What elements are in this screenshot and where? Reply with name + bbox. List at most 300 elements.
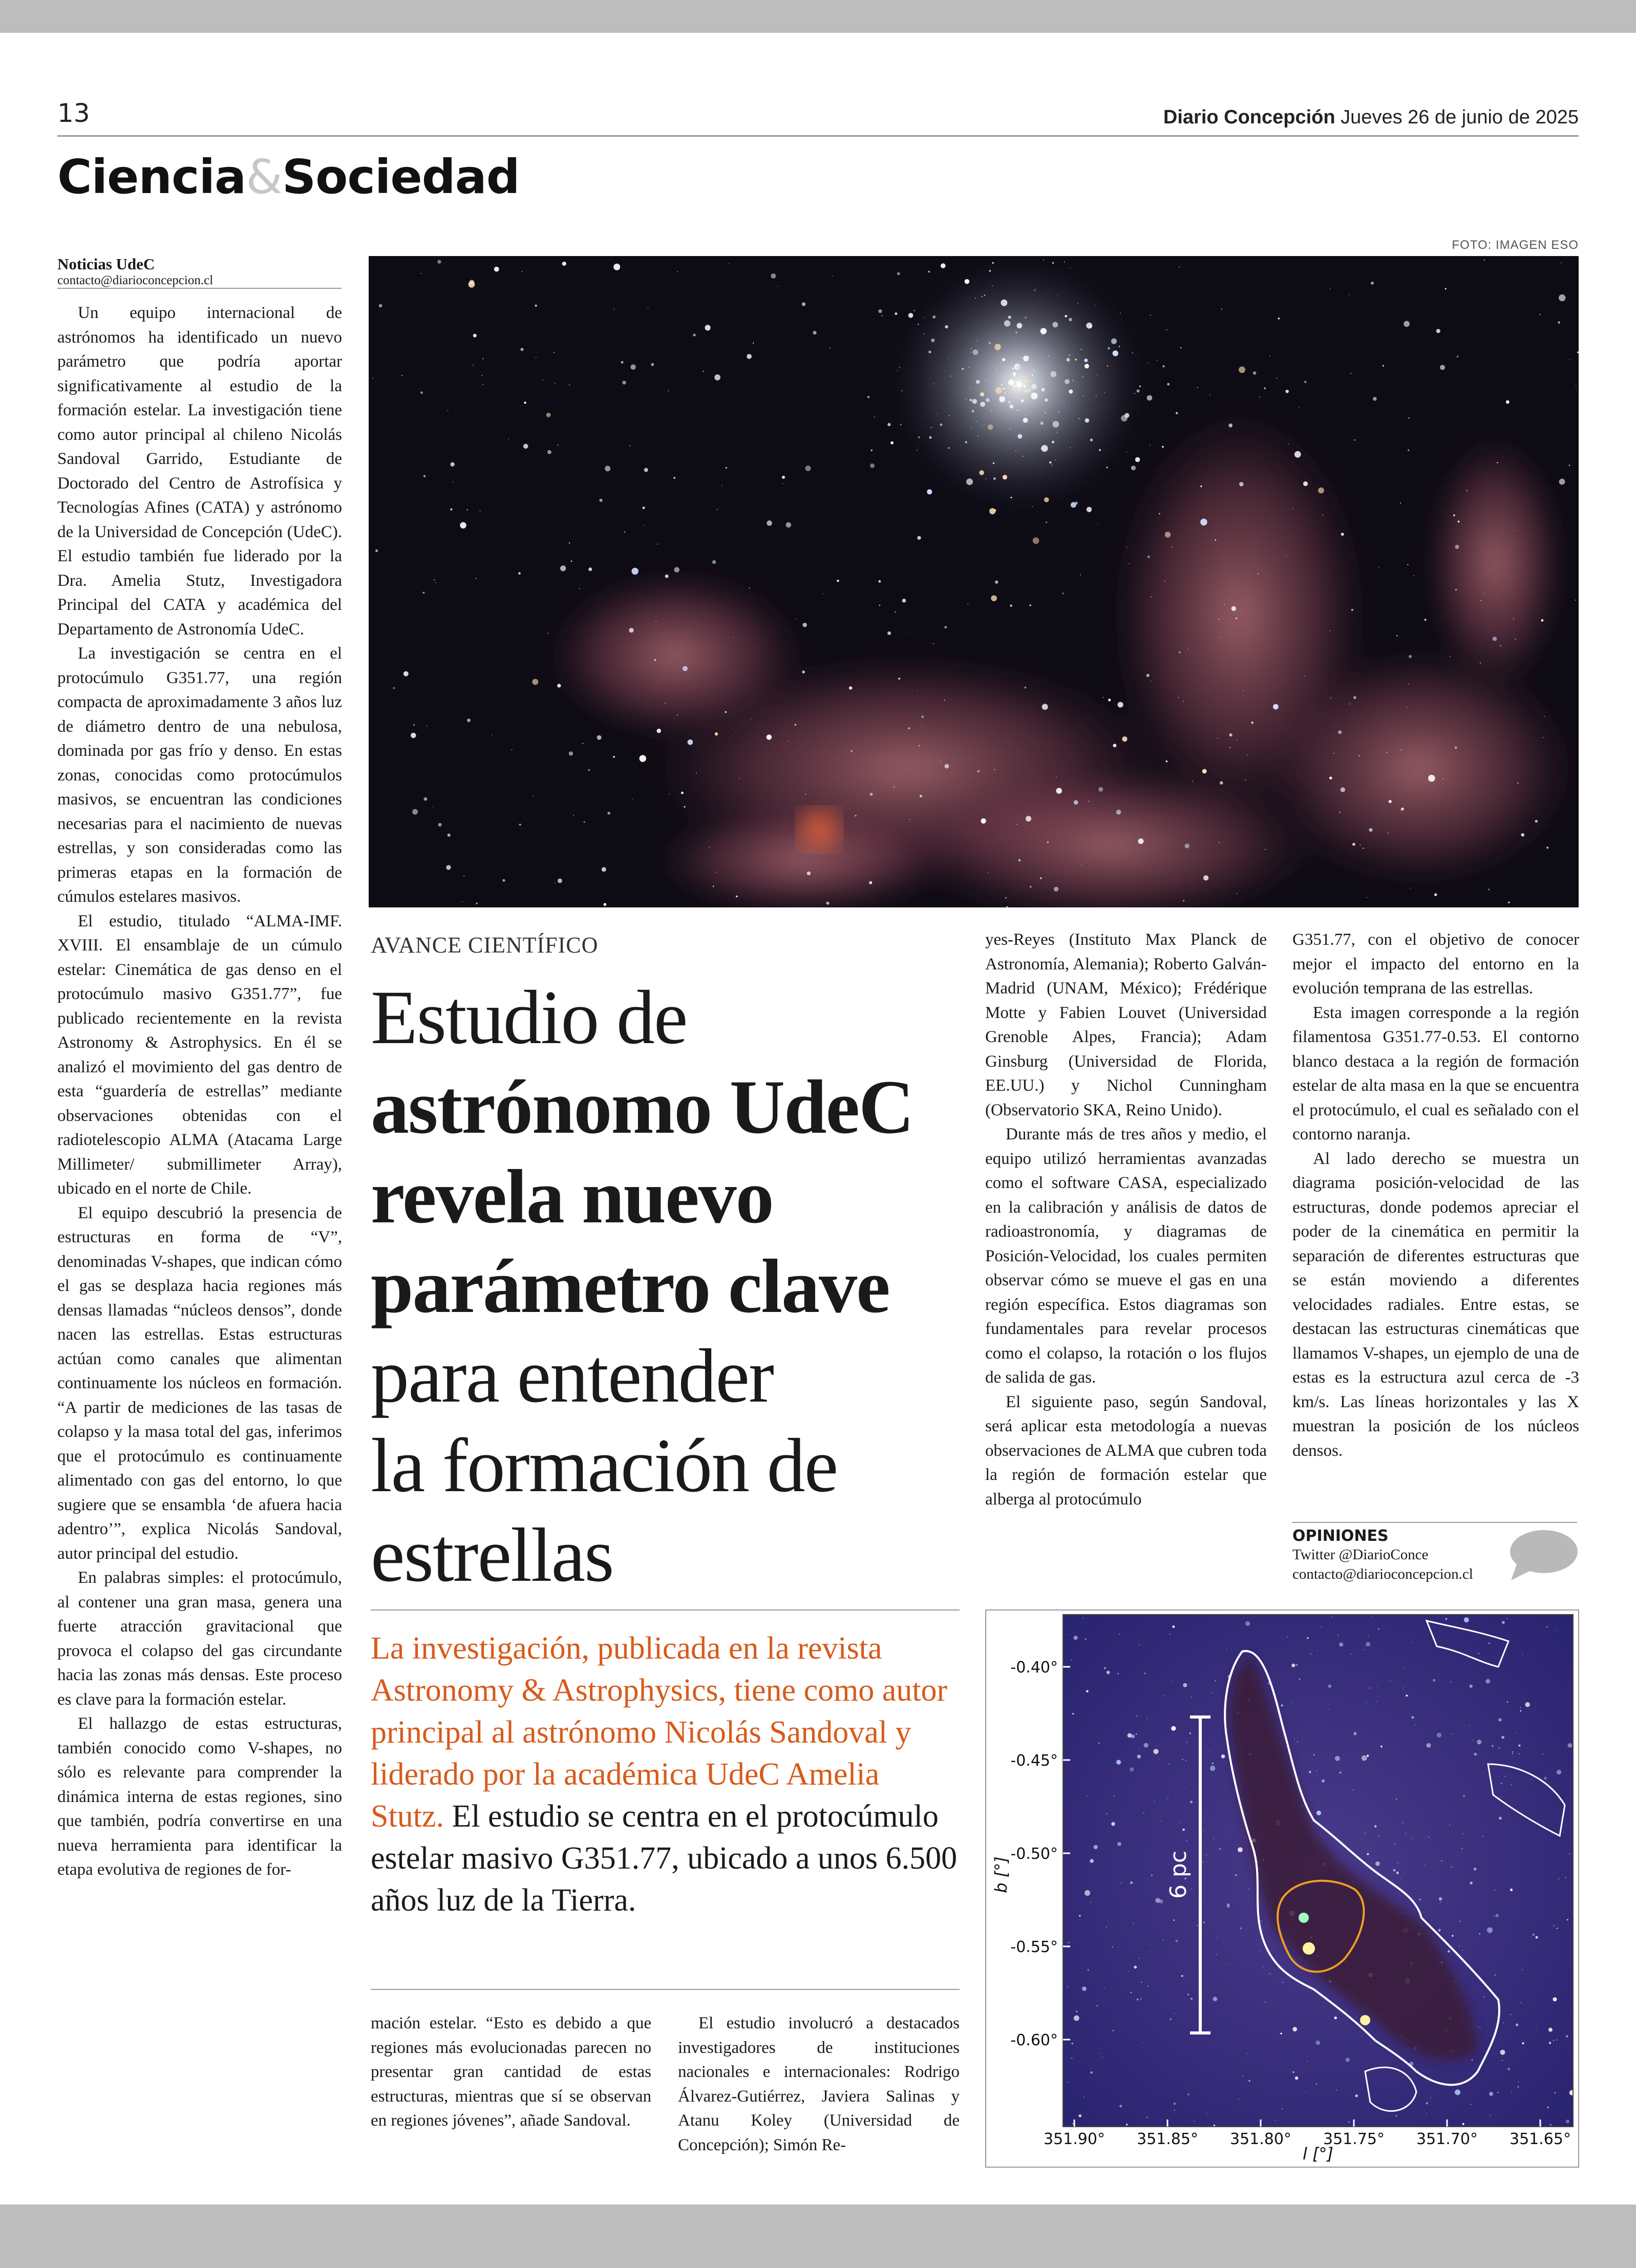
star [1020,386,1021,387]
star [1575,600,1576,601]
star [571,561,572,562]
star [502,879,505,882]
star [1512,1753,1513,1754]
star [1263,1966,1264,1967]
star [1522,2042,1524,2044]
star [1130,1767,1134,1771]
star [1419,1899,1421,1900]
star [1004,377,1005,378]
star [573,815,574,816]
star [1008,401,1010,403]
star [1374,1825,1376,1827]
star [1186,1742,1187,1743]
star [1452,1935,1453,1937]
star [1185,843,1189,848]
star [555,383,556,384]
star [705,325,711,330]
star [991,595,997,601]
star [802,671,804,673]
star [1567,1919,1568,1920]
star [767,734,772,739]
star [1063,592,1064,594]
paragraph: El estudio involucró a destacados investigadores de instituciones nacionales e internacionales: Rodrigo Álvarez-Gutiérrez, Javiera Salinas y Atanu Koley (Universidad de Concepción); Simón Re- [678,2014,960,2154]
opiniones-email[interactable]: contacto@diarioconcepcion.cl [1292,1566,1473,1582]
star [1489,1643,1490,1644]
star [629,628,633,632]
star [995,581,998,584]
star [1277,378,1278,379]
star [1113,744,1117,748]
star [1113,2030,1114,2031]
star [1397,1781,1398,1782]
star [1328,1685,1331,1688]
x-tick-label: 351.70° [1416,2130,1478,2148]
lead-rest: El estudio se centra en el protocúmulo estelar masivo G351.77, ubicado a unos 6.500 años luz de la Tierra. [371,1799,958,1918]
star [1335,1756,1340,1761]
star [1366,1642,1370,1646]
star [427,726,428,727]
paragraph: Durante más de tres años y medio, el equipo utilizó herramientas avanzadas como el software CASA, especializado en la calibración y análisis de datos de radioastronomía, y diagramas de Posición-Velocidad, los cuales permiten observar cómo se mueve el gas en una región específica. Estos diagramas son fundamentales para revelar procesos como el colapso, la rotación o los flujos de salida de gas. [985,1125,1267,1387]
star [1470,1881,1472,1884]
star [555,882,556,883]
star [1474,1868,1477,1871]
star [1484,593,1485,594]
scale-label: 6 pc [1165,1850,1192,1899]
star [1017,383,1018,384]
star [434,579,435,580]
star [453,481,454,482]
star [1191,1697,1192,1698]
star [1083,395,1084,396]
star [1353,1789,1354,1790]
star [1209,394,1210,395]
star [1008,396,1009,397]
star [1096,395,1097,396]
star [1425,1864,1426,1865]
star [1117,1673,1119,1674]
star [1071,1660,1072,1661]
top-gray-band [0,0,1636,33]
star [1282,1982,1283,1983]
star [1044,388,1045,389]
section-title-part1: Ciencia [57,150,246,204]
star [1400,1878,1401,1879]
star [1519,2050,1520,2051]
star [1043,260,1044,261]
star [1441,1860,1442,1861]
star [1185,1760,1186,1761]
star [949,415,950,416]
star [1049,461,1052,464]
star [1389,800,1392,803]
star [372,378,373,379]
star [1485,1679,1490,1684]
star [1470,2104,1471,2105]
star [1226,1963,1227,1964]
star [874,416,875,417]
star [684,806,686,808]
star [1041,445,1048,452]
star [1521,2002,1522,2003]
star [1052,262,1054,264]
star [1098,2052,1099,2053]
paragraph: Al lado derecho se muestra un diagrama posición-velocidad de las estructuras, donde podemos apreciar el poder de la cinemática en permitir la separación de diferentes estructuras que se están moviendo a diferentes velocidades radiales. Entre estas, se destacan las estructuras cinemáticas que llamamos V-shapes, un ejemplo de una de estas es la estructura azul cerca de -3 km/s. Las líneas horizontales y las X muestran la posición de los núcleos densos. [1292,1149,1579,1460]
star [832,275,833,276]
star [1557,1629,1558,1630]
star [1371,282,1374,285]
star [917,536,921,540]
star [1502,1621,1505,1624]
star [1056,432,1057,433]
star [1164,581,1165,582]
star [1287,1637,1288,1638]
opiniones-twitter[interactable]: Twitter @DiarioConce [1292,1546,1429,1563]
star [1553,1997,1557,2001]
star [1008,315,1011,319]
star [1128,1972,1129,1973]
star [547,633,548,634]
star [982,296,983,297]
star [1497,2017,1498,2018]
star [1497,2092,1499,2093]
star [992,285,993,286]
section-title-part2: Sociedad [282,150,520,204]
star [512,749,513,750]
star [878,580,881,583]
paragraph: Esta imagen corresponde a la región filamentosa G351.77-0.53. El contorno blanco destaca a la región de formación estelar de alta masa en la que se encuentra el protocúmulo, el cual es señalado con el contorno naranja. [1292,1003,1579,1143]
star [1455,2089,1460,2095]
star [1149,1951,1150,1952]
star [1495,1975,1496,1976]
star [1238,2099,1239,2100]
star [1214,2125,1215,2126]
star [970,387,971,388]
star [989,270,991,272]
star [1497,462,1498,463]
star [972,399,977,404]
star [1316,1770,1318,1771]
page-number: 13 [57,98,90,128]
star [1506,400,1510,404]
star [1033,370,1034,371]
core-marker [1360,2015,1370,2025]
star [1349,294,1350,295]
star [1400,502,1401,503]
star [1500,645,1501,647]
star [1054,887,1058,892]
star [447,410,448,411]
star [1459,1946,1460,1947]
star [1056,776,1057,777]
star [1127,547,1128,548]
star [1243,690,1244,691]
star [1462,1950,1463,1951]
star [630,364,636,370]
star [673,477,675,479]
star [681,792,684,794]
star [482,384,483,385]
x-tick-label: 351.90° [1044,2130,1105,2148]
star [1163,365,1165,367]
star [1566,2119,1569,2123]
star [1288,443,1289,444]
star [1107,1671,1110,1674]
star [569,751,573,755]
star [1321,1626,1322,1627]
star [1517,782,1518,783]
star [1021,378,1022,379]
star [665,575,669,578]
star [1050,371,1056,377]
star [1007,370,1008,371]
star [1103,697,1104,698]
star [1265,2002,1266,2003]
star [1415,1725,1416,1726]
star [438,823,442,826]
star [1557,1770,1561,1774]
star [1519,1753,1520,1754]
star [994,769,995,770]
star [1135,457,1140,462]
star [1150,315,1151,316]
star [588,769,590,771]
star [1071,2043,1073,2045]
star [1286,555,1287,556]
star [917,691,918,692]
star [597,735,602,740]
star [1282,2108,1283,2109]
star [908,313,913,318]
star [1052,441,1054,443]
star [1028,356,1029,357]
star [870,793,873,796]
star [1203,1922,1205,1923]
star [1148,556,1150,558]
star [1098,1743,1099,1744]
star [1396,635,1398,637]
star [450,462,454,467]
star [1508,901,1510,903]
star [1540,314,1541,315]
star [1151,596,1152,597]
star [1426,2113,1427,2114]
star [725,711,727,713]
star [1362,1755,1367,1761]
paragraph: En palabras simples: el protocúmulo, al contener una gran masa, genera una fuerte atracción gravitacional que provoca el colapso del gas circundante hacia las zonas más densas. Este proceso es clave para la formación estelar. [57,1568,342,1709]
star [1129,563,1130,564]
star [1557,1928,1558,1929]
star [1438,1929,1440,1932]
star [588,567,592,571]
star [1015,382,1016,383]
star [1086,323,1092,329]
star [901,390,902,391]
star [1353,1732,1356,1735]
star [803,623,807,627]
star [1488,889,1490,891]
star [1333,753,1334,754]
star [1494,1890,1495,1891]
star [1213,1838,1214,1839]
star [1139,1748,1140,1749]
star [1101,2057,1102,2058]
star [917,450,918,451]
star [1087,1796,1088,1797]
star [736,896,738,898]
star [1137,1999,1139,2001]
star [412,809,418,815]
star [712,560,716,564]
star [1558,1878,1559,1879]
star [980,392,984,396]
star [1018,390,1020,392]
star [1452,1733,1453,1734]
star [1445,288,1447,289]
star [970,399,972,401]
lead-top-rule [371,1609,960,1610]
star [1348,2121,1350,2123]
star [1106,1813,1107,1814]
star [420,391,423,394]
star [1470,1685,1473,1688]
star [1134,393,1135,394]
star [1229,747,1230,748]
star [1182,1829,1185,1831]
star [1174,2103,1176,2105]
star [1459,1921,1460,1922]
star [1170,1634,1171,1635]
star [1409,655,1412,658]
star [1070,267,1071,268]
star [931,338,934,342]
star [1219,842,1220,843]
star [1211,1692,1212,1693]
star [1260,1951,1261,1952]
star [523,444,528,449]
star [1005,394,1006,395]
star [1436,329,1440,333]
star [644,468,648,472]
star [1119,2105,1122,2107]
star [1143,1813,1144,1814]
star [984,425,985,426]
star [1410,888,1411,889]
star [1022,380,1027,385]
star [1353,696,1356,699]
star [771,273,776,279]
core-marker [1299,1913,1309,1923]
star [401,375,402,376]
star [897,370,898,371]
star [1082,376,1083,377]
star [900,424,902,426]
star [1565,1877,1566,1878]
section-title [57,150,520,204]
star [1217,1938,1218,1939]
star [1546,1952,1547,1953]
star [1090,1902,1091,1903]
star [1453,515,1455,517]
y-tick-label: -0.55° [1010,1938,1058,1956]
star [1430,2097,1431,2098]
star [1493,637,1497,641]
star [894,786,895,787]
star [1274,2119,1276,2121]
star [1397,1862,1398,1863]
star [1088,1969,1089,1970]
star [1150,681,1151,682]
star [1067,358,1070,362]
star [1363,848,1364,849]
headline-line: estrellas [371,1513,613,1598]
star [830,347,831,348]
star [714,374,720,380]
star [1074,1636,1078,1640]
star [1437,1733,1441,1737]
y-tick-label: -0.50° [1010,1845,1058,1863]
star [1044,497,1049,502]
star [1425,619,1427,621]
star [1280,2032,1282,2034]
star [1029,375,1030,376]
headline-line: Estudio de [371,975,687,1060]
star [1459,1735,1460,1736]
star [1031,384,1037,390]
star [1215,1680,1216,1682]
article-column-1 [57,301,342,1882]
star [749,587,750,588]
star [1013,385,1015,387]
star [562,262,566,266]
star [1180,347,1182,349]
star [522,271,523,272]
star [1116,810,1121,814]
star [1467,490,1468,491]
star [1427,1743,1431,1748]
star [1009,405,1013,409]
star [971,348,972,349]
byline [57,255,344,288]
star [1294,451,1301,458]
star [965,399,966,400]
star [524,401,526,404]
star [1231,606,1236,611]
star [1378,567,1379,568]
star [1390,1680,1391,1681]
star [1085,1638,1087,1640]
star [1207,2113,1208,2114]
star [1322,515,1323,516]
star [726,467,727,469]
star [976,380,980,384]
star [709,847,710,849]
star [1544,716,1545,717]
star [1413,575,1414,576]
star [1082,1986,1087,1991]
star [1099,449,1101,451]
star [1194,2121,1195,2122]
newspaper-name: Diario Concepción [1163,107,1335,128]
byline-email[interactable]: contacto@diarioconcepcion.cl [57,273,214,287]
star [908,727,910,729]
star [654,659,656,661]
star [1213,1997,1217,2001]
star [1502,2060,1503,2061]
star [613,264,620,270]
star [1084,358,1088,362]
star [475,578,476,579]
star [1185,1788,1186,1789]
